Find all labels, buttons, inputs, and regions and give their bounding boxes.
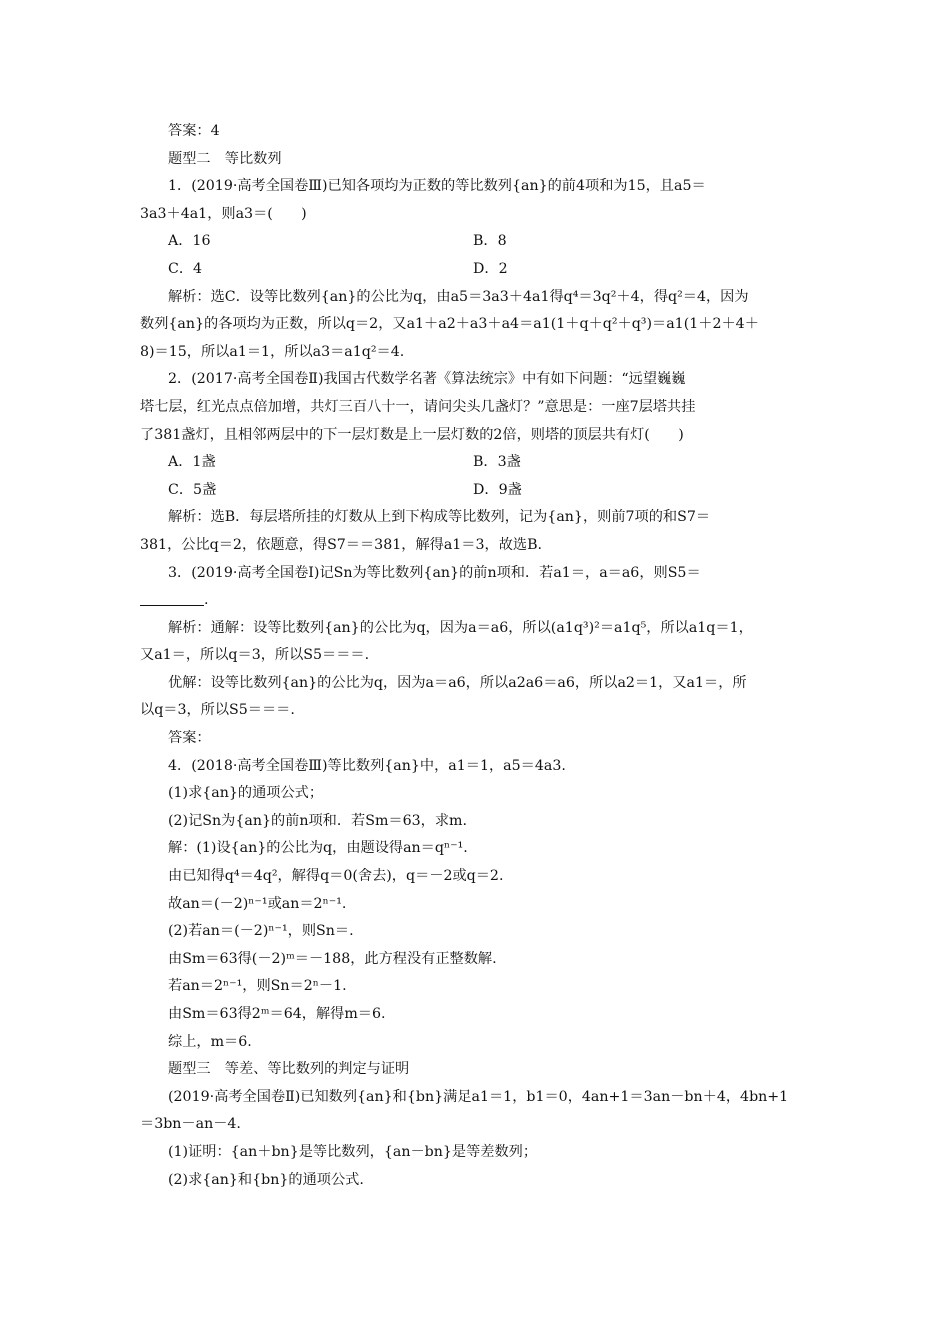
answer-blank — [140, 591, 204, 606]
question-4-part-1: (1)求{an}的通项公式； — [168, 785, 324, 802]
question-5-line-2: ＝3bn－an－4. — [140, 1116, 241, 1133]
solution-4-step-4: (2)若an＝(－2)ⁿ⁻¹，则Sn＝. — [168, 923, 354, 940]
question-1-line-2: 3a3＋4a1，则a3＝( ) — [140, 205, 307, 222]
question-2-line-1: 2．(2017·高考全国卷Ⅱ)我国古代数学名著《算法统宗》中有如下问题：“远望巍巍 — [168, 371, 686, 388]
question-2-options-row-2 — [140, 477, 816, 505]
question-3-line-1: 3．(2019·高考全国卷Ⅰ)记Sn为等比数列{an}的前n项和．若a1＝，a＝a6，则S5＝ — [168, 564, 701, 581]
solution-3-line-1: 解析：通解：设等比数列{an}的公比为q，因为a＝a6，所以(a1q³)²＝a1q⁵，所以a1q＝1， — [168, 619, 753, 636]
solution-4-step-7: 由Sm＝63得2ᵐ＝64，解得m＝6. — [168, 1006, 386, 1022]
question-5-part-2: (2)求{an}和{bn}的通项公式. — [168, 1171, 364, 1188]
question-1-options-row-1 — [140, 228, 816, 256]
question-2-line-2: 塔七层，红光点点倍加增，共灯三百八十一，请问尖头几盏灯？”意思是：一座7层塔共挂 — [140, 398, 696, 415]
option-d: D．9盏 — [473, 481, 522, 498]
question-1-line-1: 1．(2019·高考全国卷Ⅲ)已知各项均为正数的等比数列{an}的前4项和为15，且a5＝ — [168, 178, 706, 195]
question-2-line-3: 了381盏灯，且相邻两层中的下一层灯数是上一层灯数的2倍，则塔的顶层共有灯( ) — [140, 426, 684, 443]
option-c: C．4 — [168, 260, 203, 277]
alt-solution-3-line-2: 以q＝3，所以S5＝＝＝. — [140, 702, 295, 719]
question-3-line-2 — [140, 587, 816, 615]
solution-4-step-2: 由已知得q⁴＝4q²，解得q＝0(舍去)，q＝－2或q＝2. — [168, 868, 504, 885]
solution-1-line-2: 数列{an}的各项均为正数，所以q＝2，又a1＋a2＋a3＋a4＝a1(1＋q＋q²＋q³)＝a1(1＋2＋4＋ — [140, 316, 759, 333]
solution-2-line-2: 381，公比q＝2，依题意，得S7＝＝381，解得a1＝3，故选B. — [140, 536, 543, 553]
question-5-line-1: (2019·高考全国卷Ⅱ)已知数列{an}和{bn}满足a1＝1，b1＝0，4an+1＝3an－bn＋4，4bn+1 — [168, 1088, 789, 1105]
solution-1-line-3: 8)＝15，所以a1＝1，所以a3＝a1q²＝4. — [140, 343, 405, 360]
solution-4-step-8: 综上，m＝6. — [168, 1033, 252, 1050]
solution-4-step-6: 若an＝2ⁿ⁻¹，则Sn＝2ⁿ－1. — [168, 978, 347, 995]
solution-2-line-1: 解析：选B．每层塔所挂的灯数从上到下构成等比数列，记为{an}，则前7项的和S7＝ — [168, 509, 711, 526]
document-body — [140, 118, 816, 1194]
alt-solution-3-line-1: 优解：设等比数列{an}的公比为q，因为a＝a6，所以a2a6＝a6，所以a2＝1，又a1＝，所 — [168, 674, 747, 691]
solution-4-step-1: 解：(1)设{an}的公比为q，由题设得an＝qⁿ⁻¹. — [168, 840, 468, 857]
answer-line: 答案：4 — [168, 123, 220, 139]
solution-1-line-1: 解析：选C．设等比数列{an}的公比为q，由a5＝3a3＋4a1得q⁴＝3q²＋4，得q²＝4，因为 — [168, 288, 749, 305]
option-a: A．1盏 — [168, 454, 216, 471]
answer-3: 答案： — [168, 730, 211, 747]
question-4-part-2: (2)记Sn为{an}的前n项和．若Sm＝63，求m. — [168, 812, 467, 829]
solution-3-line-2: 又a1＝，所以q＝3，所以S5＝＝＝. — [140, 647, 370, 664]
option-b: B．8 — [473, 233, 507, 250]
section-title: 题型二 等比数列 — [168, 150, 282, 167]
solution-4-step-5: 由Sm＝63得(－2)ᵐ＝－188，此方程没有正整数解. — [168, 950, 497, 967]
question-5-part-1: (1)证明：{an＋bn}是等比数列，{an－bn}是等差数列； — [168, 1143, 538, 1160]
option-b: B．3盏 — [473, 454, 521, 471]
option-d: D．2 — [473, 260, 508, 277]
question-2-options-row-1 — [140, 449, 816, 477]
question-3-end: . — [204, 592, 209, 609]
question-1-options-row-2 — [140, 256, 816, 284]
option-a: A．16 — [168, 233, 211, 250]
option-c: C．5盏 — [168, 481, 217, 498]
solution-4-step-3: 故an＝(－2)ⁿ⁻¹或an＝2ⁿ⁻¹. — [168, 895, 347, 912]
section-title: 题型三 等差、等比数列的判定与证明 — [168, 1061, 410, 1078]
question-4-line-1: 4．(2018·高考全国卷Ⅲ)等比数列{an}中，a1＝1，a5＝4a3. — [168, 757, 566, 774]
